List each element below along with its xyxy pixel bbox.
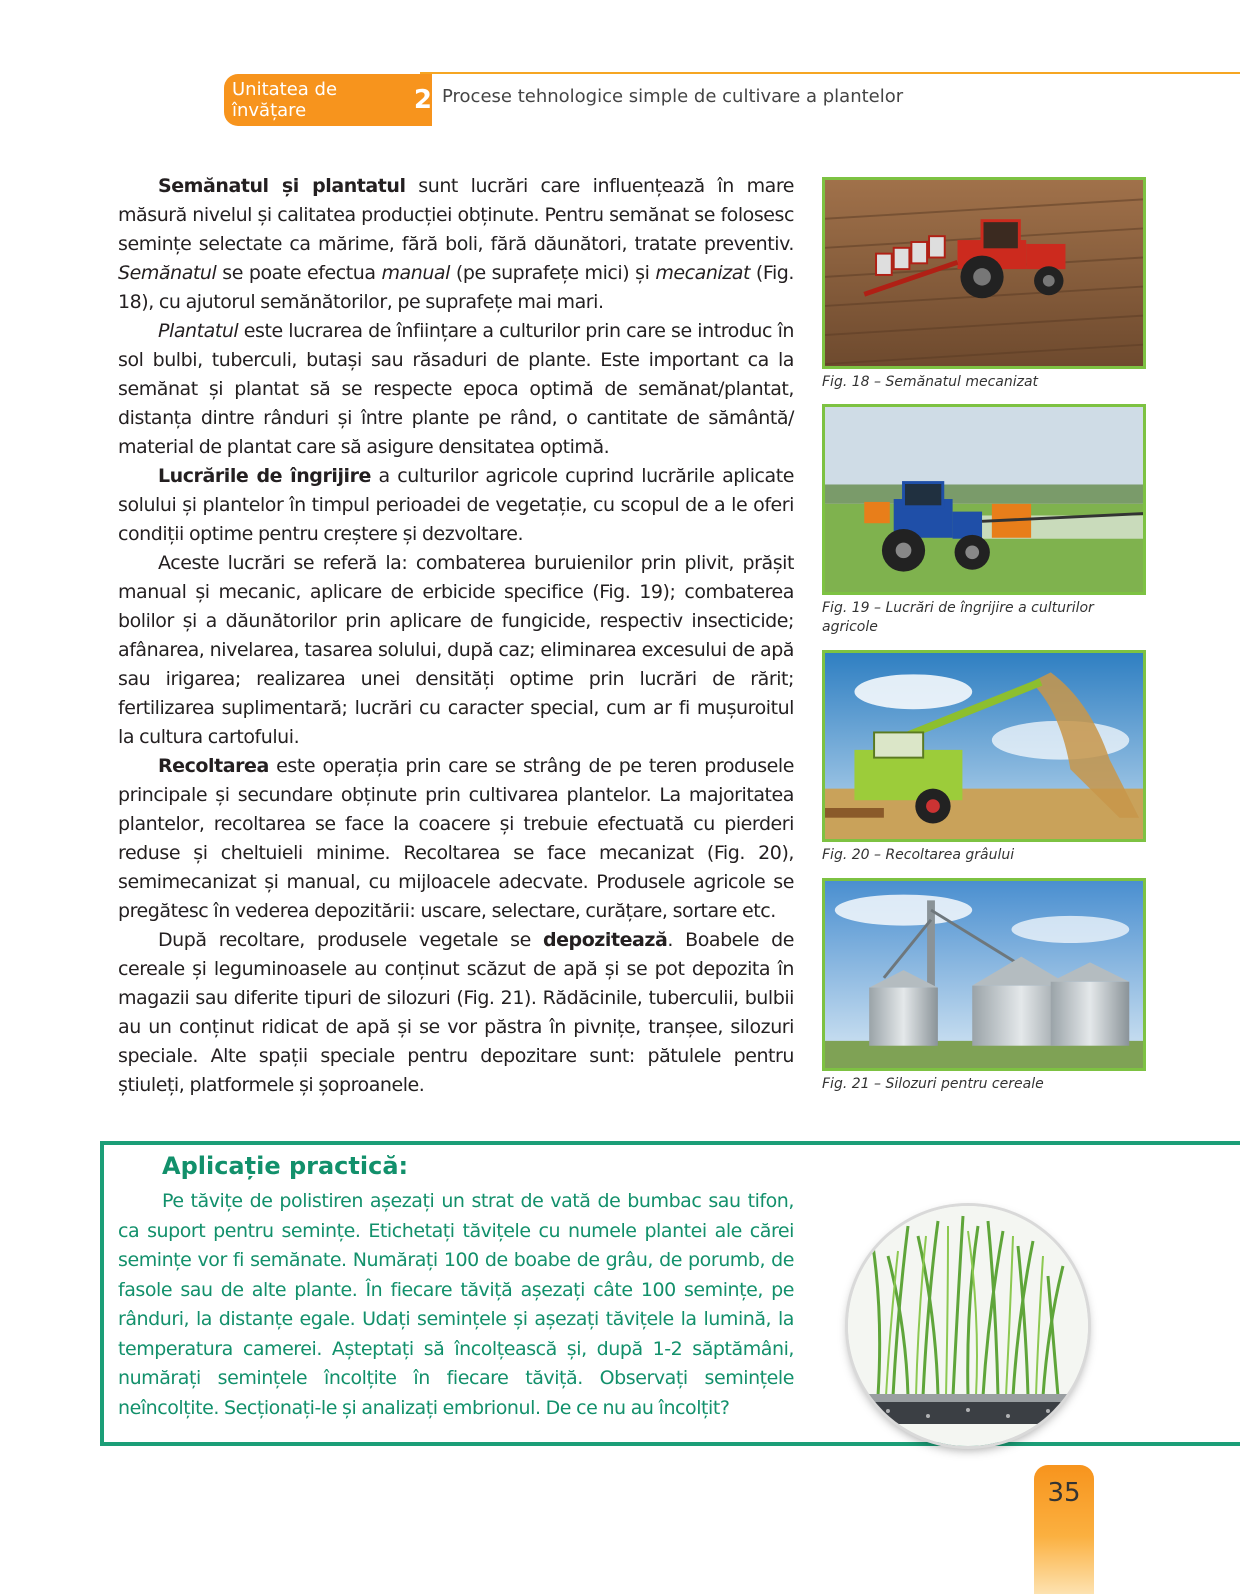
- term-care: Lucrările de îngrijire: [158, 465, 371, 487]
- term-harvest: Recoltarea: [158, 755, 269, 777]
- caption-fig20: Fig. 20 – Recoltarea grâului: [822, 847, 1015, 863]
- term-italic: Plantatul: [158, 320, 239, 342]
- header-rule: [420, 72, 1240, 74]
- application-title: Aplicație practică:: [162, 1152, 409, 1180]
- figure-spraying-image: [822, 404, 1146, 595]
- paragraph-planting: [118, 317, 794, 462]
- unit-title: Procese tehnologice simple de cultivare a plantelor: [442, 86, 904, 107]
- page-number: 35: [1047, 1478, 1081, 1508]
- text-span: se poate efectua: [216, 262, 382, 284]
- paragraph-storage: [118, 926, 794, 1100]
- text-span: (Fig. 18), cu ajutorul semănătorilor, pe suprafețe mai mari.: [118, 262, 794, 313]
- sprouted-grass-image: [848, 1206, 1088, 1446]
- term-italic: mecanizat: [655, 262, 750, 284]
- figure-harvest-image: [822, 650, 1146, 842]
- caption-fig19: Fig. 19 – Lucrări de îngrijire a culturilor agricole: [822, 600, 1094, 635]
- main-text: [118, 172, 794, 1100]
- text-span: este operația prin care se strâng de pe teren produsele principale și secundare obținute prin cultivarea plantelor. La majoritatea plantelor, recoltarea se face la coacere și trebuie efectuată cu pierderi reduse și cheltuieli minime. Recoltarea se face mecanizat (Fig. 20), semimecanizat și manual, cu mijloacele adecvate. Produsele agricole se pregătesc în vederea depozitării: uscare, selectare, curățare, sortare etc.: [118, 755, 794, 922]
- figure-sowing-image: [822, 177, 1146, 369]
- unit-label: Unitatea de învățare: [232, 79, 338, 121]
- paragraph-sowing: [118, 172, 794, 317]
- text-span: . Boabele de cereale și leguminoasele au conținut scăzut de apă și se pot depozita în magazii sau diferite tipuri de silozuri (Fig. 21). Rădăcinile, tuberculii, bulbii au un conținut ridicat de apă și se vor păstra în pivnițe, tranșee, silozuri speciale. Alte spații speciale pentru depozitare sunt: pătulele pentru știuleți, platformele și șoproanele.: [118, 929, 794, 1096]
- term-storage: depozitează: [542, 929, 668, 951]
- paragraph-care-list: Aceste lucrări se referă la: combaterea buruienilor prin plivit, prășit manual și mecanic, aplicare de erbicide specifice (Fig. 19); combaterea bolilor și a dăunătorilor prin aplicare de fungicide, respectiv insecticide; afânarea, nivelarea, tasarea solului, după caz; eliminarea excesului de apă sau irigarea; realizarea unei densități optime prin lucrări de rărit; fertilizarea suplimentară; lucrări cu caracter special, cum ar fi mușuroitul la cultura cartofului.: [118, 552, 794, 748]
- text-span: a culturilor agricole cuprind lucrările aplicate solului și plantelor în timpul perioadei de vegetație, cu scopul de a le oferi condiții optime pentru creștere și dezvoltare.: [118, 465, 794, 545]
- paragraph-care: [118, 462, 794, 549]
- caption-fig21: Fig. 21 – Silozuri pentru cereale: [822, 1076, 1044, 1092]
- term-italic: Semănatul: [118, 262, 217, 284]
- text-span: După recoltare, produsele vegetale se: [158, 929, 543, 951]
- unit-number: 2: [413, 85, 432, 115]
- caption-fig18: Fig. 18 – Semănatul mecanizat: [822, 374, 1039, 390]
- text-span: (pe suprafețe mici) și: [449, 262, 656, 284]
- text-span: este lucrarea de înființare a culturilor prin care se introduc în sol bulbi, tuberculi, butași sau răsaduri de plante. Este important ca la semănat și plantat să se respecte epoca optimă de semănat/plantat, distanța dintre rânduri și între plante pe rând, o cantitate de sământă/ material de plantat care să asigure densitatea optimă.: [118, 320, 794, 458]
- term-sowing: Semănatul și plantatul: [158, 175, 406, 197]
- text-span: sunt lucrări care influențează în mare măsură nivelul și calitatea producției obținute. Pentru semănat se folosesc semințe selectate ca mărime, fără boli, fără dăunători, tratate preventiv.: [118, 175, 795, 255]
- figure-silos-image: [822, 878, 1146, 1071]
- unit-tab: [224, 74, 432, 126]
- application-text: Pe tăvițe de polistiren așezați un strat de vată de bumbac sau tifon, ca suport pentru semințe. Etichetați tăvițele cu numele plantei ale cărei semințe vor fi semănate. Numărați 100 de boabe de grâu, de porumb, de fasole sau de alte plante. În fiecare tăviță așezați câte 100 semințe, pe rânduri, la distanțe egale. Udați semințele și așezați tăvițele la lumină, la temperatura camerei. Așteptați să încolțească și, după 1-2 săptămâni, numărați semințele încolțite în fiecare tăviță. Observați semințele neîncolțite. Secționați-le și analizați embrionul. De ce nu au încolțit?: [118, 1190, 794, 1419]
- paragraph-harvest: [118, 752, 794, 926]
- term-italic: manual: [381, 262, 450, 284]
